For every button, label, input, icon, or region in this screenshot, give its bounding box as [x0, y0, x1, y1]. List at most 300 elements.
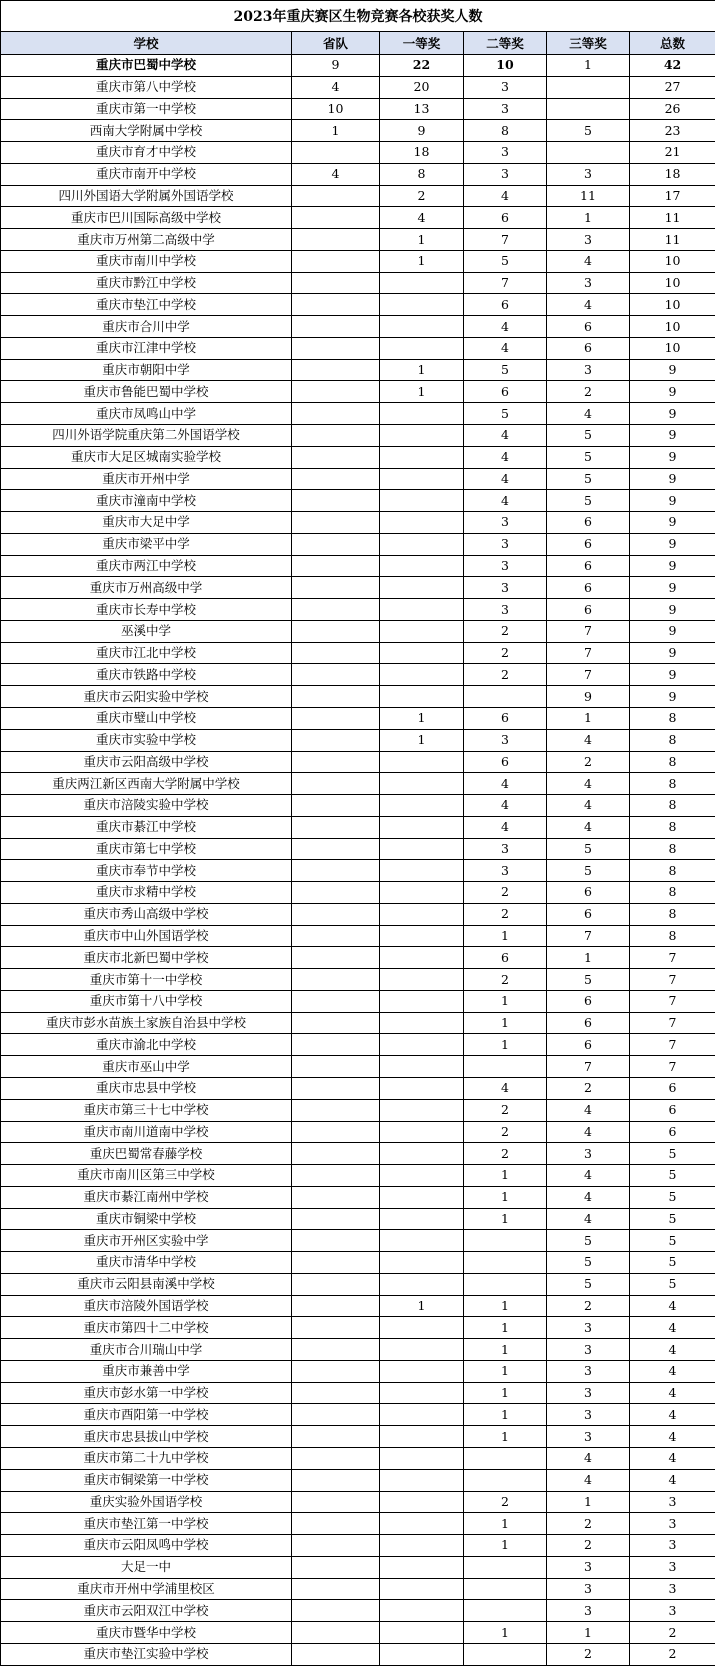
- school-name: 四川外国语大学附属外国语学校: [1, 185, 292, 207]
- total-count: 7: [630, 990, 715, 1012]
- total-count: 8: [630, 707, 715, 729]
- total-count: 26: [630, 98, 715, 120]
- total-count: 11: [630, 229, 715, 251]
- school-name: 重庆市云阳高级中学校: [1, 751, 292, 773]
- table-row: [1, 1426, 715, 1448]
- second-prize-count: 4: [464, 185, 547, 207]
- third-prize-count: 3: [547, 1143, 630, 1165]
- third-prize-count: 3: [547, 229, 630, 251]
- school-name: 重庆市兼善中学: [1, 1360, 292, 1382]
- table-row: [1, 1208, 715, 1230]
- provincial-team-count: [292, 816, 380, 838]
- second-prize-count: 3: [464, 838, 547, 860]
- first-prize-count: [380, 1317, 464, 1339]
- provincial-team-count: [292, 316, 380, 338]
- first-prize-count: [380, 1426, 464, 1448]
- school-name: 重庆市涪陵实验中学校: [1, 795, 292, 817]
- third-prize-count: 2: [547, 1643, 630, 1665]
- table-title: 2023年重庆赛区生物竞赛各校获奖人数: [1, 1, 715, 32]
- provincial-team-count: [292, 1513, 380, 1535]
- school-name: 重庆市万州第二高级中学: [1, 229, 292, 251]
- second-prize-count: 3: [464, 98, 547, 120]
- third-prize-count: 6: [547, 1012, 630, 1034]
- provincial-team-count: [292, 1143, 380, 1165]
- total-count: 7: [630, 969, 715, 991]
- total-count: 2: [630, 1622, 715, 1644]
- second-prize-count: 1: [464, 1317, 547, 1339]
- school-name: 重庆市渝北中学校: [1, 1034, 292, 1056]
- total-count: 21: [630, 142, 715, 164]
- table-row: [1, 686, 715, 708]
- first-prize-count: 2: [380, 185, 464, 207]
- first-prize-count: [380, 425, 464, 447]
- second-prize-count: 2: [464, 664, 547, 686]
- first-prize-count: [380, 1448, 464, 1470]
- third-prize-count: 3: [547, 272, 630, 294]
- table-row: [1, 707, 715, 729]
- third-prize-count: 6: [547, 990, 630, 1012]
- first-prize-count: [380, 1578, 464, 1600]
- total-count: 9: [630, 381, 715, 403]
- table-row: [1, 1491, 715, 1513]
- total-count: 4: [630, 1469, 715, 1491]
- first-prize-count: [380, 1186, 464, 1208]
- third-prize-count: 3: [547, 1360, 630, 1382]
- table-row: [1, 403, 715, 425]
- second-prize-count: 3: [464, 512, 547, 534]
- table-row: [1, 272, 715, 294]
- provincial-team-count: [292, 1448, 380, 1470]
- total-count: 4: [630, 1448, 715, 1470]
- first-prize-count: [380, 337, 464, 359]
- total-count: 42: [630, 55, 715, 77]
- table-row: [1, 1622, 715, 1644]
- third-prize-count: 6: [547, 533, 630, 555]
- table-row: [1, 577, 715, 599]
- school-name: 西南大学附属中学校: [1, 120, 292, 142]
- provincial-team-count: 1: [292, 120, 380, 142]
- school-name: 重庆市南川道南中学校: [1, 1121, 292, 1143]
- school-name: 重庆市暨华中学校: [1, 1622, 292, 1644]
- school-name: 重庆市云阳双江中学校: [1, 1600, 292, 1622]
- first-prize-count: [380, 947, 464, 969]
- provincial-team-count: [292, 468, 380, 490]
- third-prize-count: 4: [547, 1186, 630, 1208]
- second-prize-count: 5: [464, 403, 547, 425]
- first-prize-count: 1: [380, 1295, 464, 1317]
- second-prize-count: 3: [464, 860, 547, 882]
- total-count: 9: [630, 642, 715, 664]
- first-prize-count: 1: [380, 707, 464, 729]
- third-prize-count: 9: [547, 686, 630, 708]
- total-count: 5: [630, 1143, 715, 1165]
- provincial-team-count: [292, 272, 380, 294]
- table-row: [1, 120, 715, 142]
- third-prize-count: 4: [547, 1121, 630, 1143]
- table-row: [1, 1404, 715, 1426]
- school-name: 重庆市江津中学校: [1, 337, 292, 359]
- third-prize-count: [547, 142, 630, 164]
- school-name: 重庆市凤鸣山中学: [1, 403, 292, 425]
- table-row: [1, 359, 715, 381]
- second-prize-count: 4: [464, 468, 547, 490]
- school-name: 重庆市第四十二中学校: [1, 1317, 292, 1339]
- table-row: [1, 1317, 715, 1339]
- school-name: 重庆市大足区城南实验学校: [1, 446, 292, 468]
- third-prize-count: 2: [547, 1295, 630, 1317]
- third-prize-count: 3: [547, 1600, 630, 1622]
- second-prize-count: 7: [464, 272, 547, 294]
- table-row: [1, 1077, 715, 1099]
- school-name: 重庆市梁平中学: [1, 533, 292, 555]
- second-prize-count: 3: [464, 76, 547, 98]
- first-prize-count: [380, 599, 464, 621]
- table-row: [1, 1099, 715, 1121]
- second-prize-count: 1: [464, 1208, 547, 1230]
- provincial-team-count: [292, 860, 380, 882]
- total-count: 9: [630, 468, 715, 490]
- school-name: 重庆市彭水第一中学校: [1, 1382, 292, 1404]
- table-row: [1, 990, 715, 1012]
- provincial-team-count: [292, 1578, 380, 1600]
- third-prize-count: 1: [547, 947, 630, 969]
- second-prize-count: 1: [464, 1186, 547, 1208]
- provincial-team-count: [292, 577, 380, 599]
- first-prize-count: [380, 316, 464, 338]
- second-prize-count: 3: [464, 533, 547, 555]
- school-name: 重庆市彭水苗族土家族自治县中学校: [1, 1012, 292, 1034]
- third-prize-count: 7: [547, 1056, 630, 1078]
- table-row: [1, 425, 715, 447]
- table-row: [1, 55, 715, 77]
- total-count: 9: [630, 664, 715, 686]
- school-name: 重庆市綦江中学校: [1, 816, 292, 838]
- school-name: 重庆市酉阳第一中学校: [1, 1404, 292, 1426]
- school-name: 重庆市垫江实验中学校: [1, 1643, 292, 1665]
- first-prize-count: 8: [380, 163, 464, 185]
- provincial-team-count: [292, 1622, 380, 1644]
- table-row: [1, 1143, 715, 1165]
- third-prize-count: 5: [547, 1273, 630, 1295]
- table-row: [1, 142, 715, 164]
- total-count: 9: [630, 446, 715, 468]
- third-prize-count: 3: [547, 1317, 630, 1339]
- table-row: [1, 533, 715, 555]
- first-prize-count: 20: [380, 76, 464, 98]
- second-prize-count: 1: [464, 990, 547, 1012]
- first-prize-count: [380, 1622, 464, 1644]
- provincial-team-count: [292, 533, 380, 555]
- first-prize-count: [380, 664, 464, 686]
- total-count: 8: [630, 838, 715, 860]
- school-name: 重庆市秀山高级中学校: [1, 903, 292, 925]
- school-name: 重庆市开州中学: [1, 468, 292, 490]
- second-prize-count: 5: [464, 359, 547, 381]
- table-row: [1, 512, 715, 534]
- total-count: 9: [630, 686, 715, 708]
- school-name: 重庆市万州高级中学: [1, 577, 292, 599]
- first-prize-count: [380, 795, 464, 817]
- second-prize-count: 2: [464, 1099, 547, 1121]
- total-count: 27: [630, 76, 715, 98]
- first-prize-count: [380, 1208, 464, 1230]
- total-count: 23: [630, 120, 715, 142]
- table-row: [1, 1360, 715, 1382]
- table-row: [1, 1643, 715, 1665]
- provincial-team-count: [292, 512, 380, 534]
- table-row: [1, 816, 715, 838]
- provincial-team-count: [292, 1077, 380, 1099]
- total-count: 4: [630, 1339, 715, 1361]
- school-name: 重庆市开州区实验中学: [1, 1230, 292, 1252]
- first-prize-count: [380, 1143, 464, 1165]
- third-prize-count: 4: [547, 294, 630, 316]
- total-count: 7: [630, 947, 715, 969]
- total-count: 9: [630, 577, 715, 599]
- provincial-team-count: 9: [292, 55, 380, 77]
- table-row: [1, 1056, 715, 1078]
- total-count: 3: [630, 1556, 715, 1578]
- school-name: 重庆市两江中学校: [1, 555, 292, 577]
- second-prize-count: 5: [464, 250, 547, 272]
- total-count: 4: [630, 1382, 715, 1404]
- school-name: 重庆市开州中学浦里校区: [1, 1578, 292, 1600]
- table-row: [1, 1513, 715, 1535]
- table-row: [1, 838, 715, 860]
- school-name: 重庆市巫山中学: [1, 1056, 292, 1078]
- third-prize-count: 4: [547, 729, 630, 751]
- total-count: 8: [630, 816, 715, 838]
- first-prize-count: [380, 1012, 464, 1034]
- third-prize-count: 4: [547, 1099, 630, 1121]
- provincial-team-count: [292, 773, 380, 795]
- first-prize-count: 9: [380, 120, 464, 142]
- table-row: [1, 294, 715, 316]
- provincial-team-count: [292, 707, 380, 729]
- second-prize-count: 4: [464, 816, 547, 838]
- first-prize-count: 1: [380, 229, 464, 251]
- provincial-team-count: [292, 1317, 380, 1339]
- total-count: 8: [630, 925, 715, 947]
- school-name: 重庆市第一中学校: [1, 98, 292, 120]
- second-prize-count: 3: [464, 555, 547, 577]
- second-prize-count: 1: [464, 1622, 547, 1644]
- second-prize-count: [464, 1273, 547, 1295]
- provincial-team-count: [292, 838, 380, 860]
- first-prize-count: [380, 990, 464, 1012]
- third-prize-count: 3: [547, 1578, 630, 1600]
- table-row: [1, 1230, 715, 1252]
- title-row: [1, 1, 715, 32]
- third-prize-count: 4: [547, 816, 630, 838]
- school-name: 重庆市合川中学: [1, 316, 292, 338]
- table-row: [1, 250, 715, 272]
- table-row: [1, 1339, 715, 1361]
- school-name: 重庆市铜梁第一中学校: [1, 1469, 292, 1491]
- third-prize-count: 3: [547, 1339, 630, 1361]
- first-prize-count: [380, 468, 464, 490]
- provincial-team-count: [292, 1273, 380, 1295]
- school-name: 重庆巴蜀常春藤学校: [1, 1143, 292, 1165]
- table-row: [1, 1469, 715, 1491]
- third-prize-count: 5: [547, 838, 630, 860]
- school-name: 重庆市第三十七中学校: [1, 1099, 292, 1121]
- total-count: 3: [630, 1491, 715, 1513]
- provincial-team-count: [292, 337, 380, 359]
- third-prize-count: 1: [547, 707, 630, 729]
- table-row: [1, 316, 715, 338]
- second-prize-count: 1: [464, 1295, 547, 1317]
- school-name: 重庆市第十一中学校: [1, 969, 292, 991]
- second-prize-count: 2: [464, 1121, 547, 1143]
- second-prize-count: 3: [464, 163, 547, 185]
- first-prize-count: 1: [380, 359, 464, 381]
- school-name: 重庆市璧山中学校: [1, 707, 292, 729]
- total-count: 5: [630, 1186, 715, 1208]
- second-prize-count: 4: [464, 1077, 547, 1099]
- total-count: 8: [630, 882, 715, 904]
- second-prize-count: 1: [464, 1339, 547, 1361]
- third-prize-count: 6: [547, 599, 630, 621]
- table-row: [1, 446, 715, 468]
- third-prize-count: 3: [547, 1426, 630, 1448]
- total-count: 2: [630, 1643, 715, 1665]
- first-prize-count: [380, 1600, 464, 1622]
- table-row: [1, 1600, 715, 1622]
- school-name: 重庆市南川区第三中学校: [1, 1165, 292, 1187]
- first-prize-count: [380, 1643, 464, 1665]
- table-row: [1, 1012, 715, 1034]
- second-prize-count: 6: [464, 751, 547, 773]
- second-prize-count: 2: [464, 1491, 547, 1513]
- provincial-team-count: [292, 1535, 380, 1557]
- school-name: 重庆市綦江南州中学校: [1, 1186, 292, 1208]
- school-name: 重庆市第二十九中学校: [1, 1448, 292, 1470]
- third-prize-count: 2: [547, 1535, 630, 1557]
- third-prize-count: 7: [547, 925, 630, 947]
- provincial-team-count: [292, 1556, 380, 1578]
- second-prize-count: 3: [464, 577, 547, 599]
- first-prize-count: [380, 272, 464, 294]
- provincial-team-count: [292, 795, 380, 817]
- provincial-team-count: [292, 990, 380, 1012]
- third-prize-count: 5: [547, 860, 630, 882]
- provincial-team-count: [292, 294, 380, 316]
- table-row: [1, 207, 715, 229]
- table-row: [1, 1034, 715, 1056]
- school-name: 重庆市清华中学校: [1, 1252, 292, 1274]
- total-count: 8: [630, 860, 715, 882]
- total-count: 8: [630, 751, 715, 773]
- total-count: 9: [630, 512, 715, 534]
- total-count: 9: [630, 533, 715, 555]
- first-prize-count: 22: [380, 55, 464, 77]
- total-count: 3: [630, 1578, 715, 1600]
- second-prize-count: 1: [464, 1360, 547, 1382]
- first-prize-count: [380, 1056, 464, 1078]
- second-prize-count: 4: [464, 337, 547, 359]
- table-row: [1, 337, 715, 359]
- first-prize-count: [380, 686, 464, 708]
- provincial-team-count: [292, 142, 380, 164]
- table-row: [1, 468, 715, 490]
- table-row: [1, 555, 715, 577]
- first-prize-count: [380, 555, 464, 577]
- total-count: 5: [630, 1273, 715, 1295]
- first-prize-count: [380, 925, 464, 947]
- school-name: 重庆市鲁能巴蜀中学校: [1, 381, 292, 403]
- second-prize-count: 2: [464, 1143, 547, 1165]
- second-prize-count: 6: [464, 294, 547, 316]
- total-count: 10: [630, 294, 715, 316]
- total-count: 10: [630, 337, 715, 359]
- total-count: 9: [630, 425, 715, 447]
- total-count: 4: [630, 1404, 715, 1426]
- third-prize-count: 2: [547, 751, 630, 773]
- table-row: [1, 1556, 715, 1578]
- third-prize-count: 6: [547, 882, 630, 904]
- total-count: 9: [630, 555, 715, 577]
- provincial-team-count: [292, 925, 380, 947]
- total-count: 9: [630, 490, 715, 512]
- second-prize-count: 1: [464, 1513, 547, 1535]
- table-row: [1, 642, 715, 664]
- third-prize-count: 6: [547, 512, 630, 534]
- total-count: 4: [630, 1317, 715, 1339]
- school-name: 重庆市铁路中学校: [1, 664, 292, 686]
- second-prize-count: 2: [464, 620, 547, 642]
- provincial-team-count: [292, 1208, 380, 1230]
- third-prize-count: 5: [547, 1252, 630, 1274]
- second-prize-count: 2: [464, 903, 547, 925]
- third-prize-count: [547, 76, 630, 98]
- third-prize-count: 6: [547, 577, 630, 599]
- header-row: [1, 32, 715, 55]
- school-name: 重庆市大足中学: [1, 512, 292, 534]
- second-prize-count: [464, 1578, 547, 1600]
- second-prize-count: [464, 1469, 547, 1491]
- provincial-team-count: [292, 729, 380, 751]
- first-prize-count: [380, 882, 464, 904]
- provincial-team-count: [292, 686, 380, 708]
- third-prize-count: 6: [547, 337, 630, 359]
- provincial-team-count: [292, 1600, 380, 1622]
- second-prize-count: 7: [464, 229, 547, 251]
- second-prize-count: 1: [464, 1535, 547, 1557]
- table-row: [1, 1382, 715, 1404]
- provincial-team-count: [292, 1012, 380, 1034]
- total-count: 10: [630, 250, 715, 272]
- table-row: [1, 1535, 715, 1557]
- first-prize-count: 18: [380, 142, 464, 164]
- first-prize-count: [380, 1077, 464, 1099]
- second-prize-count: 3: [464, 729, 547, 751]
- first-prize-count: 13: [380, 98, 464, 120]
- third-prize-count: 1: [547, 1491, 630, 1513]
- provincial-team-count: [292, 969, 380, 991]
- school-name: 重庆市中山外国语学校: [1, 925, 292, 947]
- table-row: [1, 947, 715, 969]
- second-prize-count: 1: [464, 1165, 547, 1187]
- first-prize-count: [380, 294, 464, 316]
- second-prize-count: 4: [464, 795, 547, 817]
- third-prize-count: 7: [547, 664, 630, 686]
- second-prize-count: 4: [464, 425, 547, 447]
- first-prize-count: [380, 446, 464, 468]
- provincial-team-count: [292, 947, 380, 969]
- provincial-team-count: [292, 490, 380, 512]
- provincial-team-count: [292, 1643, 380, 1665]
